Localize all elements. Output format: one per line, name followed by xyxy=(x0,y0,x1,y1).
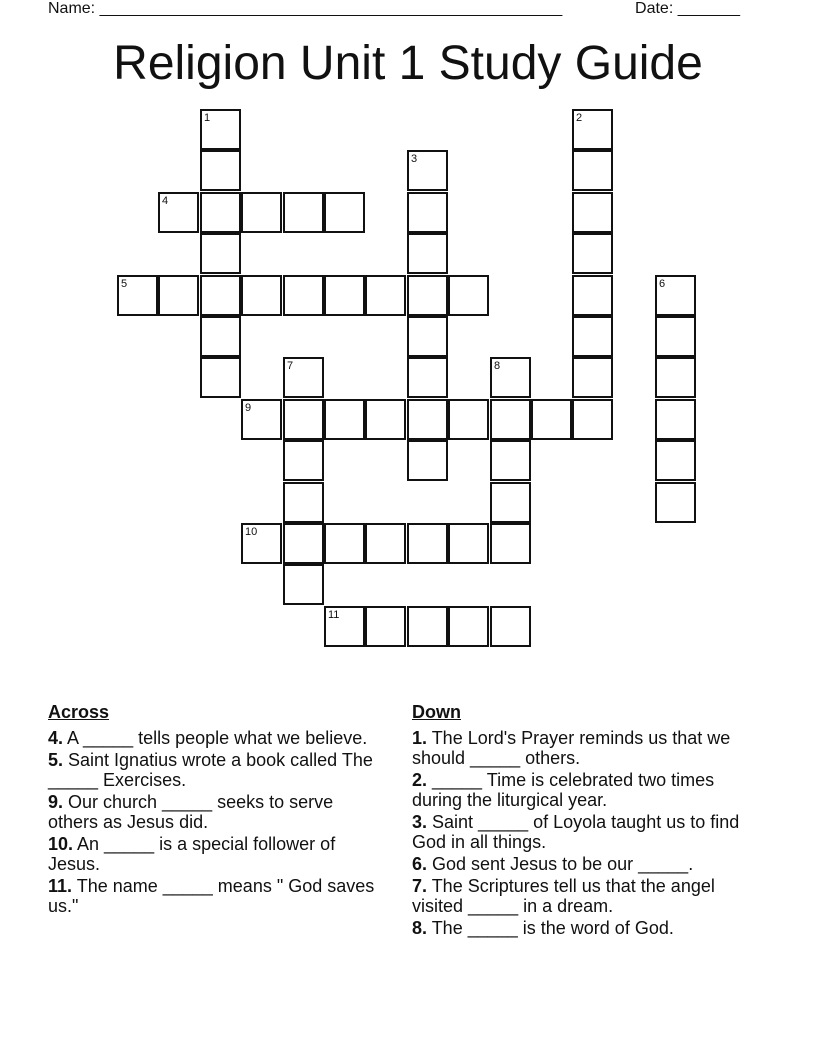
down-clue-list xyxy=(412,728,752,938)
crossword-cell[interactable] xyxy=(655,440,696,481)
crossword-cell[interactable] xyxy=(407,275,448,316)
down-clue xyxy=(412,854,752,874)
clue-number: 2. xyxy=(412,770,428,790)
crossword-cell[interactable] xyxy=(324,192,365,233)
down-clue xyxy=(412,728,752,768)
crossword-cell[interactable] xyxy=(407,192,448,233)
crossword-cell[interactable] xyxy=(283,275,324,316)
cell-number: 8 xyxy=(494,360,501,372)
crossword-cell[interactable] xyxy=(283,482,324,523)
crossword-cell[interactable] xyxy=(324,399,365,440)
crossword-cell[interactable] xyxy=(572,150,613,191)
crossword-cell[interactable] xyxy=(407,233,448,274)
across-heading: Across xyxy=(48,702,110,722)
crossword-cell[interactable] xyxy=(655,482,696,523)
crossword-cell[interactable] xyxy=(572,316,613,357)
clue-number: 10. xyxy=(48,834,74,854)
crossword-cell[interactable] xyxy=(407,440,448,481)
crossword-cell[interactable] xyxy=(324,606,365,647)
clue-number: 3. xyxy=(412,812,428,832)
crossword-cell[interactable] xyxy=(365,606,406,647)
across-clue-list xyxy=(48,728,388,916)
clue-number: 1. xyxy=(412,728,428,748)
crossword-cell[interactable] xyxy=(324,523,365,564)
cell-number: 10 xyxy=(245,526,258,538)
crossword-cell[interactable] xyxy=(158,192,199,233)
crossword-cell[interactable] xyxy=(448,523,489,564)
crossword-cell[interactable] xyxy=(572,399,613,440)
name-field: Name: ____________________________________________________ xyxy=(48,0,563,17)
across-clue xyxy=(48,750,388,790)
across-clue xyxy=(48,728,388,748)
crossword-cell[interactable] xyxy=(572,233,613,274)
crossword-cell[interactable] xyxy=(283,440,324,481)
crossword-cell[interactable] xyxy=(655,399,696,440)
clue-text: A _____ tells people what we believe. xyxy=(63,728,368,748)
down-clue xyxy=(412,876,752,916)
crossword-cell[interactable] xyxy=(283,523,324,564)
cell-number: 2 xyxy=(576,112,583,124)
down-clue xyxy=(412,812,752,852)
crossword-cell[interactable] xyxy=(655,357,696,398)
crossword-cell[interactable] xyxy=(158,275,199,316)
clue-number: 8. xyxy=(412,918,428,938)
cell-number: 1 xyxy=(204,112,211,124)
crossword-cell[interactable] xyxy=(283,357,324,398)
crossword-cell[interactable] xyxy=(283,399,324,440)
crossword-cell[interactable] xyxy=(448,275,489,316)
crossword-cell[interactable] xyxy=(655,316,696,357)
crossword-cell[interactable] xyxy=(365,399,406,440)
clue-text: The name _____ means " God saves us." xyxy=(48,876,375,916)
cell-number: 7 xyxy=(287,360,294,372)
clue-text: God sent Jesus to be our _____. xyxy=(427,854,694,874)
crossword-cell[interactable] xyxy=(655,275,696,316)
crossword-cell[interactable] xyxy=(572,357,613,398)
crossword-cell[interactable] xyxy=(490,357,531,398)
clue-text: Our church _____ seeks to serve others as Jesus did. xyxy=(48,792,334,832)
cell-number: 3 xyxy=(411,153,418,165)
clue-number: 9. xyxy=(48,792,64,812)
crossword-cell[interactable] xyxy=(407,316,448,357)
page-title: Religion Unit 1 Study Guide xyxy=(113,37,703,90)
clue-text: _____ Time is celebrated two times during the liturgical year. xyxy=(412,770,715,810)
crossword-cell[interactable] xyxy=(490,399,531,440)
clue-text: The Lord's Prayer reminds us that we should _____ others. xyxy=(412,728,731,768)
cell-number: 6 xyxy=(659,278,666,290)
crossword-cell[interactable] xyxy=(490,606,531,647)
crossword-cell[interactable] xyxy=(407,523,448,564)
across-clue xyxy=(48,834,388,874)
crossword-cell[interactable] xyxy=(407,399,448,440)
crossword-cell[interactable] xyxy=(490,523,531,564)
across-clue xyxy=(48,876,388,916)
crossword-cell[interactable] xyxy=(490,440,531,481)
clue-number: 11. xyxy=(48,876,73,896)
cell-number: 4 xyxy=(162,195,169,207)
crossword-cell[interactable] xyxy=(283,192,324,233)
crossword-cell[interactable] xyxy=(117,275,158,316)
crossword-cell[interactable] xyxy=(200,192,241,233)
crossword-cell[interactable] xyxy=(407,357,448,398)
clue-text: The Scriptures tell us that the angel visited _____ in a dream. xyxy=(412,876,715,916)
crossword-cell[interactable] xyxy=(200,233,241,274)
crossword-cell[interactable] xyxy=(572,192,613,233)
clue-text: Saint Ignatius wrote a book called The _____ Exercises. xyxy=(48,750,373,790)
cell-number: 11 xyxy=(328,609,340,621)
date-field: Date: _______ xyxy=(635,0,740,17)
crossword-cell[interactable] xyxy=(324,275,365,316)
crossword-cell[interactable] xyxy=(241,399,282,440)
crossword-cell[interactable] xyxy=(448,606,489,647)
down-clues xyxy=(412,702,752,940)
down-heading: Down xyxy=(412,702,461,722)
crossword-cell[interactable] xyxy=(241,192,282,233)
crossword-cell[interactable] xyxy=(407,606,448,647)
across-clue xyxy=(48,792,388,832)
crossword-cell[interactable] xyxy=(241,275,282,316)
crossword-cell[interactable] xyxy=(283,564,324,605)
crossword-cell[interactable] xyxy=(200,109,241,150)
crossword-cell[interactable] xyxy=(407,150,448,191)
clue-number: 5. xyxy=(48,750,64,770)
crossword-cell[interactable] xyxy=(200,150,241,191)
down-clue xyxy=(412,918,752,938)
clue-number: 7. xyxy=(412,876,428,896)
crossword-cell[interactable] xyxy=(365,275,406,316)
crossword-cell[interactable] xyxy=(572,275,613,316)
clue-text: Saint _____ of Loyola taught us to find God in all things. xyxy=(412,812,740,852)
crossword-cell[interactable] xyxy=(200,357,241,398)
crossword-cell[interactable] xyxy=(200,275,241,316)
crossword-cell[interactable] xyxy=(200,316,241,357)
crossword-cell[interactable] xyxy=(572,109,613,150)
crossword-cell[interactable] xyxy=(365,523,406,564)
clue-text: The _____ is the word of God. xyxy=(427,918,674,938)
clue-number: 4. xyxy=(48,728,64,748)
crossword-cell[interactable] xyxy=(448,399,489,440)
clue-number: 6. xyxy=(412,854,428,874)
crossword-cell[interactable] xyxy=(241,523,282,564)
across-clues xyxy=(48,702,388,918)
crossword-cell[interactable] xyxy=(490,482,531,523)
down-clue xyxy=(412,770,752,810)
clue-text: An _____ is a special follower of Jesus. xyxy=(48,834,336,874)
cell-number: 9 xyxy=(245,402,252,414)
cell-number: 5 xyxy=(121,278,128,290)
crossword-cell[interactable] xyxy=(531,399,572,440)
